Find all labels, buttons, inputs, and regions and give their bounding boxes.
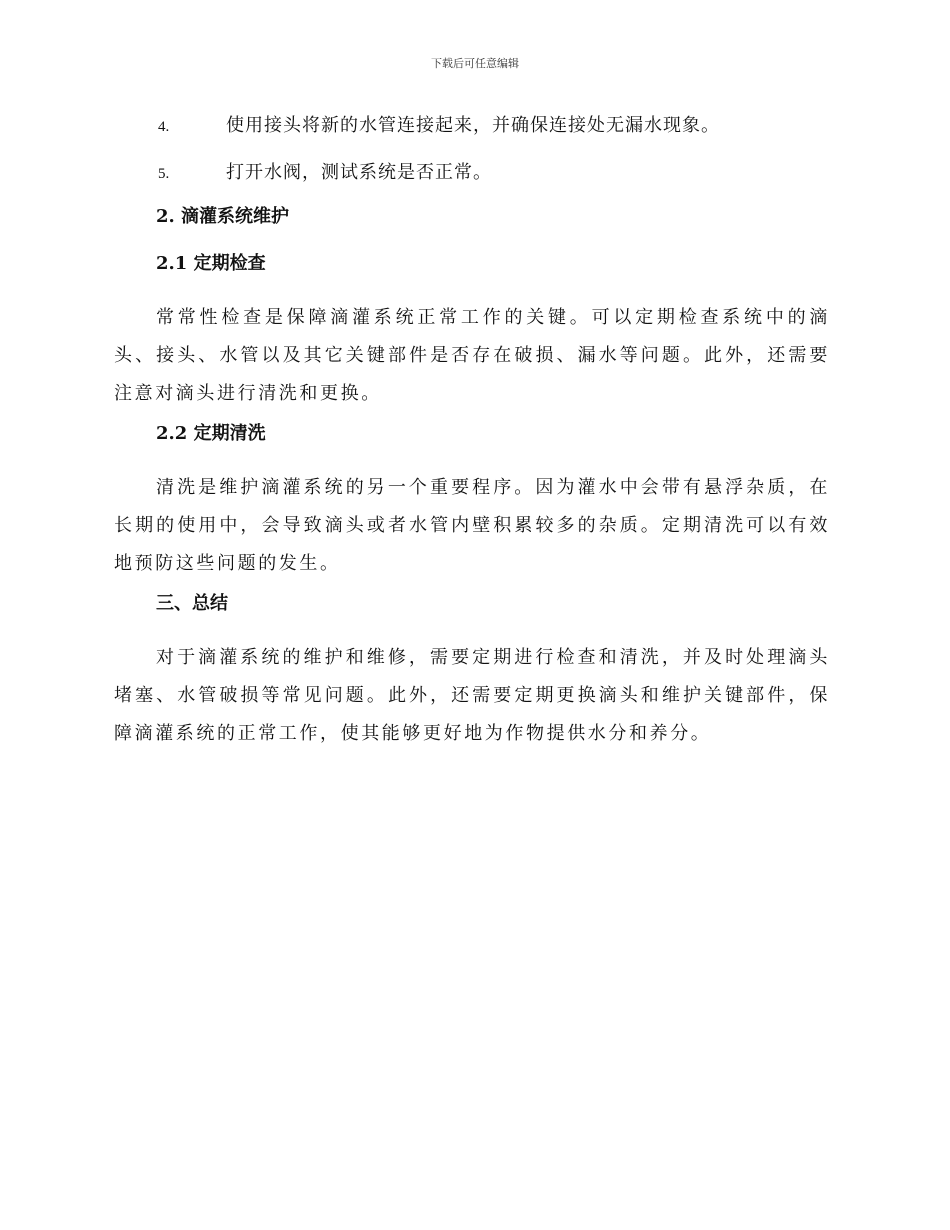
section-heading-maintenance: 2. 滴灌系统维护 [156, 206, 290, 227]
list-text: 使用接头将新的水管连接起来，并确保连接处无漏水现象。 [226, 115, 720, 136]
page-header: 下载后可任意编辑 [431, 57, 519, 70]
list-item [114, 158, 830, 205]
paragraph-inspection: 常常性检查是保障滴灌系统正常工作的关键。可以定期检查系统中的滴头、接头、水管以及其它关键部件是否存在破损、漏水等问题。此外，还需要注意对滴头进行清洗和更换。 [114, 307, 830, 404]
list-text: 打开水阀，测试系统是否正常。 [226, 162, 492, 183]
document-body [114, 111, 830, 762]
list-number: 4. [158, 119, 170, 135]
list-number: 5. [158, 166, 170, 182]
section-heading-summary: 三、总结 [156, 593, 228, 614]
list-item [114, 111, 830, 158]
paragraph-cleaning: 清洗是维护滴灌系统的另一个重要程序。因为灌水中会带有悬浮杂质，在长期的使用中，会导致滴头或者水管内壁积累较多的杂质。定期清洗可以有效地预防这些问题的发生。 [114, 477, 830, 574]
subsection-heading-inspection: 2.1 定期检查 [156, 253, 266, 274]
paragraph-summary: 对于滴灌系统的维护和维修，需要定期进行检查和清洗，并及时处理滴头堵塞、水管破损等常见问题。此外，还需要定期更换滴头和维护关键部件，保障滴灌系统的正常工作，使其能够更好地为作物提供水分和养分。 [114, 647, 830, 744]
subsection-heading-cleaning: 2.2 定期清洗 [156, 423, 266, 444]
